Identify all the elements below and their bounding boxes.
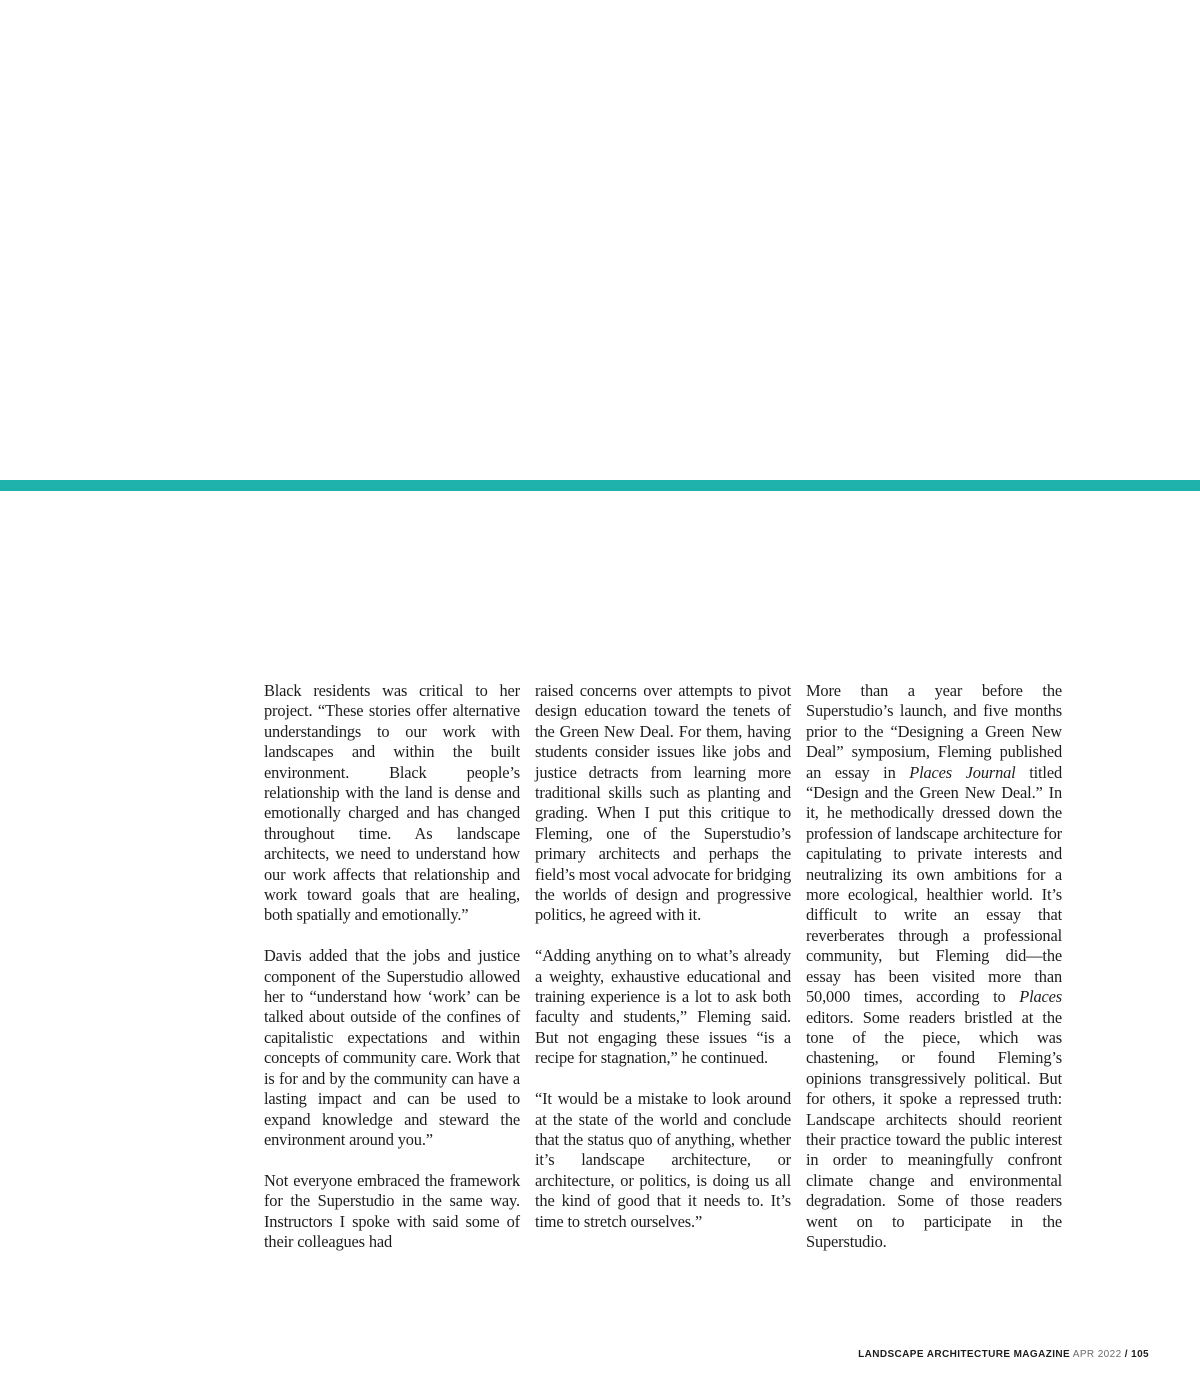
article-paragraph [264, 681, 520, 926]
article-paragraph [535, 681, 791, 926]
paragraph-text: Davis added that the jobs and justice component of the Superstudio allowed her to “understand how ‘work’ can be talked about outside of the confines of capitalistic expectations and within concepts of community care. Work that is for and by the community can have a lasting impact and can be used to expand knowledge and steward the environment around you.” [264, 946, 520, 1149]
article-column-2 [535, 681, 791, 1232]
paragraph-text: “It would be a mistake to look around at the state of the world and conclude that the status quo of anything, whether it’s landscape architecture, or architecture, or politics, is doing us all the kind of good that it needs to. It’s time to stretch ourselves.” [535, 1089, 791, 1231]
paragraph-text: “Adding anything on to what’s already a weighty, exhaustive educational and training experience is a lot to ask both faculty and students,” Fleming said. But not engaging these issues “is a recipe for stagnation,” he continued. [535, 946, 791, 1068]
footer-date: APR 2022 [1072, 1349, 1122, 1360]
publication-title: Places [1019, 987, 1062, 1007]
publication-title: Places Journal [909, 762, 1016, 782]
paragraph-text: Not everyone embraced the framework for the Superstudio in the same way. Instructors I spoke with said some of their colleagues had [264, 1170, 520, 1251]
paragraph-text: titled “Design and the Green New Deal.” In it, he methodically dressed down the profession of landscape architecture for capitulating to private interests and neutralizing its own ambitions for a more ecological, healthier world. It’s difficult to write an essay that reverberates through a professional community, but Fleming did—the essay has been visited more than 50,000 times, according to [806, 762, 1062, 1007]
footer-separator: / [1124, 1349, 1128, 1360]
page-footer [858, 1349, 1149, 1360]
article-paragraph [264, 1171, 520, 1253]
paragraph-text: editors. Some readers bristled at the tone of the piece, which was chastening, or found Fleming’s opinions transgressively political. But for others, it spoke a repressed truth: Landscape architects should reorient their practice toward the public interest in order to meaningfully confront climate change and environmental degradation. Some of those readers went on to participate in the Superstudio. [806, 1007, 1062, 1251]
footer-magazine-title: LANDSCAPE ARCHITECTURE MAGAZINE [858, 1349, 1071, 1360]
paragraph-text: raised concerns over attempts to pivot design education toward the tenets of the Green New Deal. For them, having students consider issues like jobs and justice detracts from learning more traditional skills such as planting and grading. When I put this critique to Fleming, one of the Superstudio’s primary architects and perhaps the field’s most vocal advocate for bridging the worlds of design and progressive politics, he agreed with it. [535, 681, 791, 925]
paragraph-text: Black residents was critical to her project. “These stories offer alternative understandings to our work with landscapes and within the built environment. Black people’s relationship with the land is dense and emotionally charged and has changed throughout time. As landscape architects, we need to understand how our work affects that relationship and work toward goals that are healing, both spatially and emotionally.” [264, 681, 520, 925]
article-paragraph [535, 946, 791, 1068]
article-paragraph [264, 946, 520, 1150]
footer-page-number: 105 [1131, 1349, 1149, 1360]
article-paragraph [535, 1089, 791, 1232]
article-column-1 [264, 681, 520, 1252]
article-paragraph [806, 681, 1062, 1252]
article-column-3 [806, 681, 1062, 1252]
accent-rule [0, 480, 1200, 491]
paragraph-text: More than a year before the Superstudio’s launch, and five months prior to the “Designing a Green New Deal” symposium, Fleming published an essay in [806, 681, 1062, 782]
